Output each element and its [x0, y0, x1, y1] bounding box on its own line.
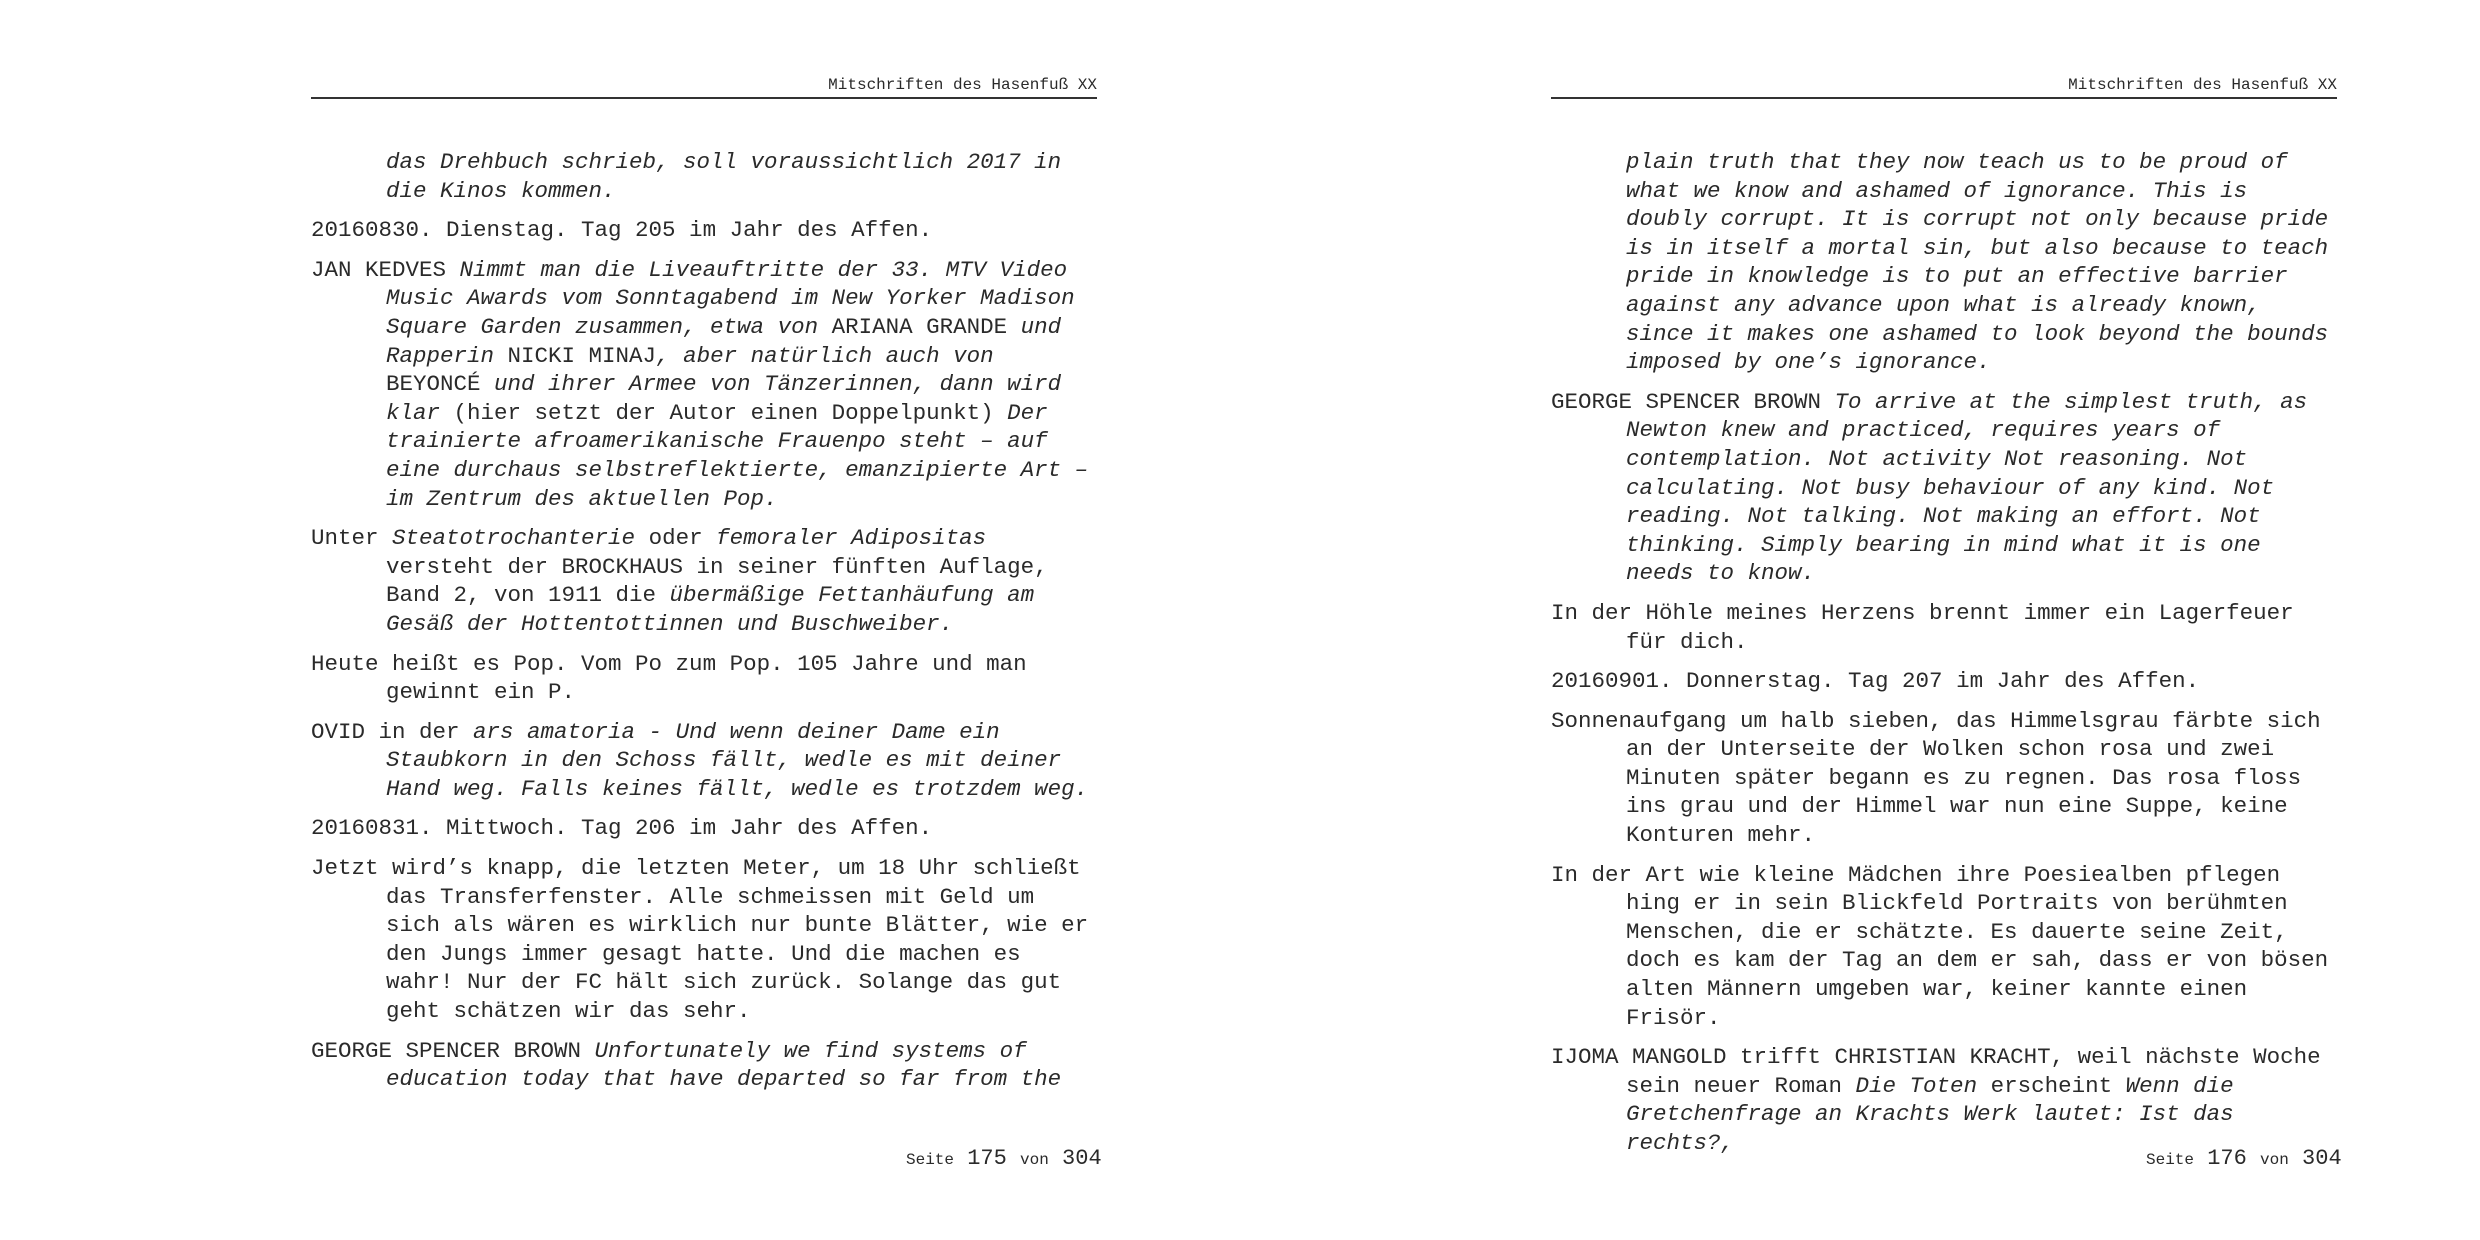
italic-text: übermäßige Fettanhäufung am Gesäß der Hottentottinnen und Buschweiber.: [386, 582, 1035, 637]
text-run: 20160901. Donnerstag. Tag 207 im Jahr des Affen.: [1551, 668, 2200, 695]
paragraph: [1551, 388, 2341, 588]
paragraph: [311, 524, 1101, 638]
text-run: In der Art wie kleine Mädchen ihre Poesiealben pflegen hing er in sein Blickfeld Portraits von berühmten Menschen, die er schätzte. Es dauerte seine Zeit, doch es kam der Tag an dem er sah, dass er von bösen alten Männern umgeben war, keiner kannte einen Frisör.: [1551, 861, 2329, 1031]
paragraph: [311, 650, 1101, 707]
italic-text: To arrive at the simplest truth, as Newton knew and practiced, requires years of contemplation. Not activity Not reasoning. Not calculating. Not busy behaviour of any kind. Not reading. Not talking. Not making an effort. Not thinking. Simply bearing in mind what it is one needs to know.: [1626, 388, 2308, 587]
paragraph: [311, 854, 1101, 1026]
text-run: Sonnenaufgang um halb sieben, das Himmelsgrau färbte sich an der Unterseite der Wolken schon rosa und zwei Minuten später begann es zu regnen. Das rosa floss ins grau und der Himmel war nun eine Suppe, keine Konturen mehr.: [1551, 707, 2321, 849]
total-pages: 304: [1062, 1146, 1102, 1171]
paragraph: [1551, 707, 2341, 850]
paragraph: [311, 216, 1101, 245]
italic-text: ars amatoria - Und wenn deiner Dame ein Staubkorn in den Schoss fällt, wedle es mit deiner Hand weg. Falls keines fällt, wedle es trotzdem weg.: [386, 718, 1089, 802]
paragraph: [1551, 861, 2341, 1033]
italic-text: femoraler Adipositas: [716, 525, 987, 552]
italic-text: Der trainierte afroamerikanische Frauenpo steht – auf eine durchaus selbstreflektierte, emanzipierte Art – im Zentrum des aktuellen Pop.: [386, 399, 1089, 512]
text-run: GEORGE SPENCER BROWN: [1551, 388, 1835, 415]
paragraph: [311, 148, 1101, 205]
paragraph: [311, 814, 1101, 843]
paragraph: [1551, 599, 2341, 656]
italic-text: , aber natürlich auch von: [656, 342, 994, 369]
italic-text: plain truth that they now teach us to be proud of what we know and ashamed of ignorance. This is doubly corrupt. It is corrupt not only because pride is in itself a mortal sin, but also because to teach pride in knowledge is to put an effective barrier against any advance upon what is already known, since it makes one ashamed to look beyond the bounds imposed by one’s ignorance.: [1626, 149, 2329, 376]
italic-text: Nimmt man die Liveauftritte der 33. MTV Video Music Awards vom Sonntagabend im New Yorker Madison Square Garden zusammen, etwa von: [386, 256, 1075, 340]
text-run: IJOMA MANGOLD trifft CHRISTIAN KRACHT, weil nächste Woche sein neuer Roman: [1551, 1044, 2321, 1099]
paragraph: [1551, 1043, 2341, 1157]
text-run: versteht der BROCKHAUS in seiner fünften Auflage, Band 2, von 1911 die: [386, 553, 1048, 609]
text-run: GEORGE SPENCER BROWN: [311, 1037, 595, 1064]
page-number: 175: [967, 1146, 1007, 1171]
italic-text: Unfortunately we find systems of education today that have departed so far from the: [386, 1037, 1062, 1093]
right-page: [1240, 0, 2480, 1240]
text-run: Heute heißt es Pop. Vom Po zum Pop. 105 Jahre und man gewinnt ein P.: [311, 650, 1027, 706]
text-run: (hier setzt der Autor einen Doppelpunkt): [440, 399, 1008, 426]
text-run: Unter: [311, 525, 393, 552]
italic-text: Die Toten: [1855, 1072, 1978, 1099]
text-run: erscheint: [1977, 1072, 2126, 1099]
paragraph: [311, 718, 1101, 804]
text-run: OVID in der: [311, 718, 474, 745]
running-header: Mitschriften des Hasenfuß XX: [1551, 73, 2337, 99]
seite-label: Seite: [906, 1151, 955, 1169]
italic-text: und ihrer Armee von Tänzerinnen, dann wird klar: [386, 371, 1062, 426]
text-run: 20160830. Dienstag. Tag 205 im Jahr des Affen.: [311, 217, 933, 244]
page-body: [311, 148, 1101, 1105]
paragraph: [1551, 667, 2341, 696]
page-footer: [2146, 1146, 2342, 1172]
page-number: 176: [2207, 1146, 2247, 1171]
text-run: JAN KEDVES: [311, 256, 460, 283]
von-label: von: [1020, 1151, 1049, 1169]
von-label: von: [2260, 1151, 2289, 1169]
italic-text: Wenn die Gretchenfrage an Krachts Werk lautet: Ist das rechts?,: [1626, 1072, 2234, 1156]
text-run: oder: [635, 525, 717, 552]
paragraph: [311, 256, 1101, 513]
paragraph: [1551, 148, 2341, 377]
text-run: Jetzt wird’s knapp, die letzten Meter, um 18 Uhr schließt das Transferfenster. Alle schmeissen mit Geld um sich als wären es wirklich nur bunte Blätter, wie er den Jungs immer gesagt hatte. Und die machen es wahr! Nur der FC hält sich zurück. Solange das gut geht schätzen wir das sehr.: [311, 855, 1089, 1025]
running-header: Mitschriften des Hasenfuß XX: [311, 73, 1097, 99]
text-run: In der Höhle meines Herzens brennt immer ein Lagerfeuer für dich.: [1551, 599, 2294, 655]
italic-text: Steatotrochanterie: [392, 525, 636, 552]
page-body: [1551, 148, 2341, 1169]
seite-label: Seite: [2146, 1151, 2195, 1169]
text-run: NICKI MINAJ: [507, 342, 657, 369]
page-footer: [906, 1146, 1102, 1172]
italic-text: und Rapperin: [386, 313, 1062, 369]
italic-text: das Drehbuch schrieb, soll voraussichtlich 2017 in die Kinos kommen.: [386, 149, 1062, 204]
text-run: BEYONCÉ: [386, 371, 481, 398]
total-pages: 304: [2302, 1146, 2342, 1171]
paragraph: [311, 1037, 1101, 1094]
text-run: 20160831. Mittwoch. Tag 206 im Jahr des Affen.: [311, 815, 933, 842]
text-run: ARIANA GRANDE: [831, 313, 1008, 340]
